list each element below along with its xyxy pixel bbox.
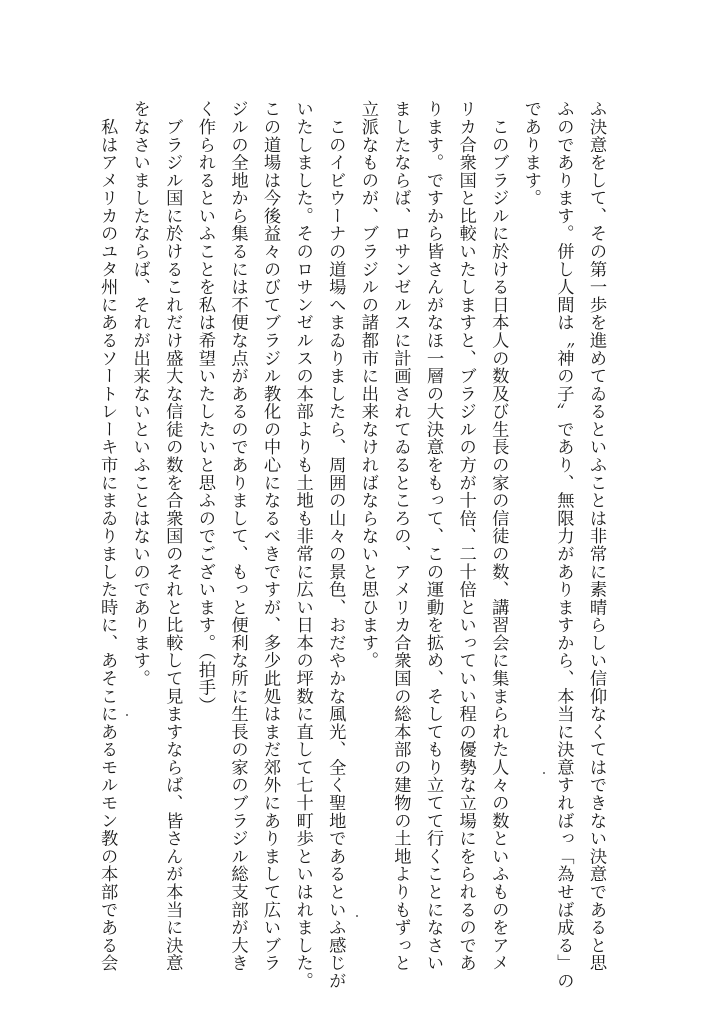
scan-speck [356,915,358,917]
scan-speck [126,714,128,716]
text-line: ましたならば、ロサンゼルスに計画されてゐるところの、アメリカ合衆国の総本部の建物の土地よりもずっと [390,100,411,972]
scan-speck [543,772,545,774]
text-line: く作られるといふことを私は希望いたしたいと思ふのでございます。（拍手） [194,100,215,715]
text-line: をなさいましたならば、それが出来ないといふことはないのであります。 [129,100,150,688]
text-line: いたしました。そのロサンゼルスの本部よりも土地も非常に広い日本の坪数に直して七十町歩といはれました。 [292,100,313,990]
vertical-text-body [91,100,613,990]
text-line: このイビウーナの道場へまゐりましたら、周囲の山々の景色、おだやかな風光、全く聖地であるといふ感じが [325,100,346,990]
text-line: ります。ですから皆さんがなほ一層の大決意をもって、この運動を拡め、そしてもり立てて行くことになさい [423,100,444,972]
text-line: この道場は今後益々のびてブラジル教化の中心になるべきですが、多少此処はまだ郊外にありまして広いブラ [260,100,281,972]
text-line: ふのであります。併し人間は〝神の子〟であり、無限力がありますから、本当に決意すればっ「為せば成る」の [553,100,574,990]
text-line: このブラジルに於ける日本人の数及び生長の家の信徒の数、講習会に集まられた人々の数といふものをアメ [488,100,509,972]
text-line: ブラジル国に於けるこれだけ盛大な信徒の数を合衆国のそれと比較して見ますならば、皆さんが本当に決意 [162,100,183,972]
text-line: であります。 [520,100,541,207]
text-line: ジルの全地から集るには不便な点があるのでありまして、もっと便利な所に生長の家のブラジル総支部が大き [227,100,248,972]
text-line: 私はアメリカのユタ州にあるソートレーキ市にまゐりました時に、あそこにあるモルモン教の本部である会 [97,100,118,972]
text-line: 立派なものが、ブラジルの諸都市に出来なければならないと思ひます。 [357,100,378,670]
text-line: リカ合衆国と比較いたしますと、ブラジルの方が十倍、二十倍といっていい程の優勢な立場にをられるのであ [455,100,476,972]
text-line: ふ決意をして、その第一歩を進めてゐるといふことは非常に素晴らしい信仰なくてはできない決意であると思 [586,100,606,972]
